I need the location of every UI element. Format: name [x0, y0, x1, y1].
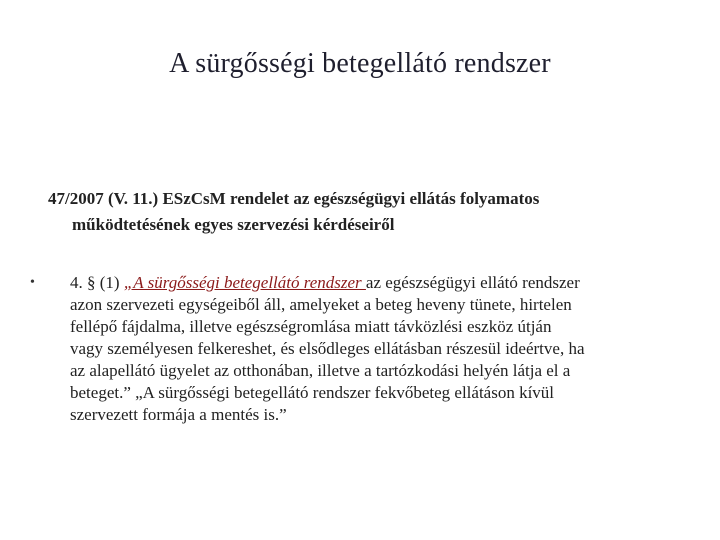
- regulation-reference-line-1: 47/2007 (V. 11.) ESzCsM rendelet az egészségügyi ellátás folyamatos: [48, 189, 540, 208]
- slide-title: A sürgősségi betegellátó rendszer: [169, 48, 551, 79]
- bullet-line-1-rest: az egészségügyi ellátó rendszer: [365, 273, 580, 292]
- bullet-text: [70, 272, 710, 426]
- definition-term: „A sürgősségi betegellátó rendszer: [123, 273, 366, 292]
- regulation-reference: [48, 186, 668, 238]
- bullet-line-2: azon szervezeti egységeiből áll, amelyeket a beteg heveny tünete, hirtelen: [70, 295, 572, 314]
- bullet-line-3: fellépő fájdalma, illetve egészségromlása miatt távközlési eszköz útján: [70, 317, 552, 336]
- bullet-line-7: szervezett formája a mentés is.”: [70, 405, 287, 424]
- bullet-marker: •: [30, 275, 35, 290]
- bullet-line-1: [70, 272, 710, 294]
- bullet-line-6: beteget.” „A sürgősségi betegellátó rendszer fekvőbeteg ellátáson kívül: [70, 383, 555, 402]
- paragraph-prefix: 4. § (1): [70, 273, 124, 292]
- bullet-line-4: vagy személyesen felkereshet, és elsődleges ellátásban részesül ideértve, ha: [70, 339, 585, 358]
- bullet-line-5: az alapellátó ügyelet az otthonában, illetve a tartózkodási helyén látja el a: [70, 361, 571, 380]
- regulation-reference-line-2: működtetésének egyes szervezési kérdéseiről: [72, 215, 395, 234]
